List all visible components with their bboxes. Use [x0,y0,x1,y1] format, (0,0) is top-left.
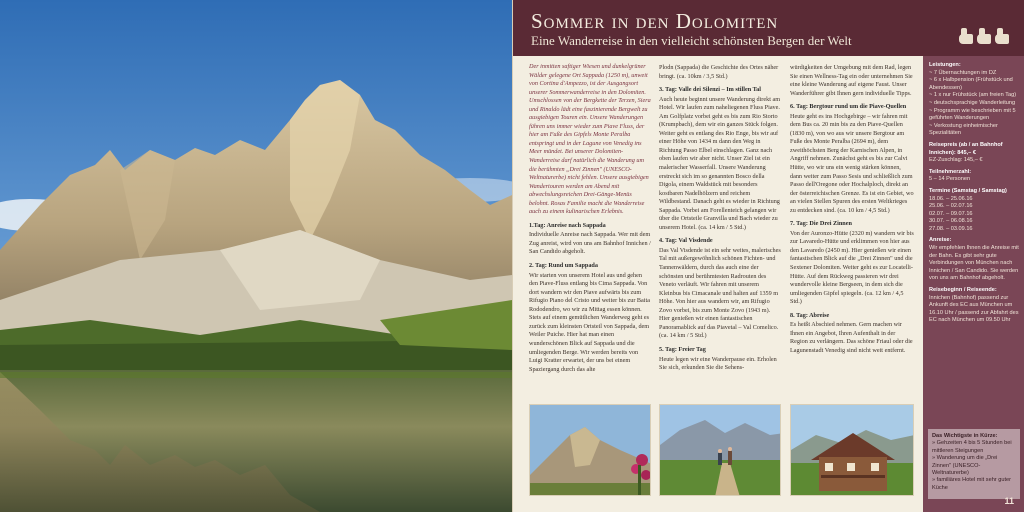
day-6-title: 6. Tag: Bergtour rund um die Piave-Quellen [790,103,907,111]
summary-item: » Gehzeiten 4 bis 5 Stunden bei mittleren Steigungen [932,440,1012,454]
travel-start-title: Reisebeginn / Reiseende: [929,287,997,294]
date-item: 27.08. – 03.09.16 [929,225,973,232]
travel-start-text: Innichen (Bahnhof) passend zur Ankunft des EC aus München um 16.10 Uhr / passend zur Abfahrt des EC nach München um 09.50 Uhr [929,294,1019,324]
summary-item: » familiäres Hotel mit sehr guter Küche [932,477,1011,491]
text-column-1 [529,63,651,374]
day-8-title: 8. Tag: Abreise [790,311,830,319]
day-3-text: Auch heute beginnt unsere Wanderung direkt am Hotel. Wir laufen zum naheliegenen Fluss Piave. Am Golfplatz vorbei geht es bis zum Rio Storto (Krumpbach), dem wir ein ganzes Stück folgen. Weiter geht es entlang des Rio Enge, bis wir auf einer Höhe von 1434 m dann den Weg in Richtung Passo Elbel einschlagen. Ganz nach oben laufen wir aber nicht. Unser Ziel ist ein malerischer Wasserfall. Unsere Wanderung erstreckt sich im so genannten Bosco della Digola, einem Waldstück mit besonders kostbaren Nadelhölzern und reichem Wildbestand. Danach geht es wieder in Richtung Sappada. Vorbei am Forellenteich gelangen wir über die Ortsteile Granvilla und Bach wieder zu unserem Hotel. (ca. 14 km / 5 Std.) [659,95,781,231]
day-6-text: Heute geht es ins Hochgebirge – wir fahren mit dem Bus ca. 20 min bis zu den Piave-Quellen (1830 m), von wo aus wir unsere Bergtour am Fuße des Monte Peralba (2694 m), dem zweithöchsten Berg der Karnischen Alpen, in Angriff nehmen. Zunächst geht es bis zur Calvi Hütte, wo wir uns ein wenig stärken können, dann weiter zum Passo Sesis und schließlich zum Passo dell'Oregone oder Hochalploch, direkt an der österreichischen Grenze. Es ist ein Gebiet, wo an vielen Stellen Spuren des ersten Weltkrieges zu entdecken sind. (ca. 10 km / 4,5 Std.) [790,112,914,214]
day-2-text: Wir starten von unserem Hotel aus und gehen den Piave-Fluss entlang bis Cima Sappada. Von dort wandern wir den Piave aufwärts bis zum Rifugio Piano del Cristo und weiter bis zur Baita Rododendro, wo wir zu Mittag essen können. Stets auf einem gemütlichen Wanderweg geht es zurück zum kleinsten Ortsteil von Sappada, dem Weiler Puiche. Hier hat man einen wunderschönen Blick auf Sappada und die umliegenden Berge. Wir werden bereits von Luigi Kratter erwartet, der uns bei einem Spaziergang durch das alte [529,271,650,373]
service-item: ~ deutschsprachige Wanderleitung [929,99,1016,106]
hiking-boot-icon [977,34,991,44]
intro-paragraph: Der inmitten saftiger Wiesen und dunkelgrüner Wälder gelegene Ort Sappada (1250 m), unweit von Cortina d'Ampezzo, ist der Ausgangsort unserer Sommerwanderreise in den Dolomiten. Umschlossen von der Bergkette der Terzen, Siera und Rinaldo lädt eine faszinierende Bergwelt zu ausgiebigen Touren ein. Unsere Wanderungen führen uns immer wieder zum Piave Fluss, der hier am Fuße des Gipfels Monte Peralba entspringt und in der Lagune von Venedig ins Meer mündet. Bei unserer Dolomiten-Wanderreise darf natürlich die Wanderung um die berühmten „Drei Zinnen" (UNESCO-Weltnaturerbe) nicht fehlen. Unsere ausgiebigen Wandertouren werden am Abend mit abwechslungsreichen Drei-Gänge-Menüs belohnt. Rosas Familie macht die Wanderreise auch zu einem kulinarischen Erlebnis. [529,63,651,216]
day-7-text: Von der Auronzo-Hütte (2320 m) wandern wir bis zur Lavaredo-Hütte und erklimmen von hier aus den Lavaredo (2450 m). Hier genießen wir einen fantastischen Blick auf die „Drei Zinnen" und die Sextener Dolomiten. Weiter geht es zur Locatelli-Hütte. Auf dem Rückweg passieren wir drei wundervolle kleine Bergseen, in dem sich die umliegenden Gipfel spiegeln. (ca. 12 km / 4,5 Std.) [790,229,914,306]
day-3-title: 3. Tag: Valle dei Silenzi – Im stillen Tal [659,86,761,94]
service-item: ~ Programm wie beschrieben mit 5 geführten Wanderungen [929,107,1016,122]
price-extra: EZ-Zuschlag: 145,– € [929,157,983,164]
day-1-text: Individuelle Anreise nach Sappada. Wer mit dem Zug anreist, wird von uns am Bahnhof Innichen / San Candido abgeholt. [529,231,651,256]
service-item: ~ 6 x Halbpension (Frühstück und Abendessen) [929,77,1013,91]
date-item: 02.07. – 09.07.16 [929,210,973,217]
hiking-boot-icon [995,34,1009,44]
day-4-title: 4. Tag: Val Visdende [659,237,713,245]
text-page [512,0,1024,512]
day-5-text: Heute legen wir eine Wanderpause ein. Erholen Sie sich, erkunden Sie die Sehens- [659,355,777,372]
hiking-boot-icon [959,34,973,44]
participants-title: Teilnehmerzahl: [929,168,972,175]
day-4-text: Das Val Visdende ist ein sehr weites, malerisches Tal mit außergewöhnlich schönen Fichten- und Tannenwäldern, durch das auch eine der schönsten und berühmtesten Radrouten des Veneto verläuft. Wir fahren mit unserem Kleinbus bis Cimacanale und halten auf 1359 m Höhe. Von hier aus wandern wir, am Rifugio Zovo vorbei, bis zum Monte Zovo (1943 m). Hier genießen wir einen fantastischen Panoramablick auf das Piavetal – Val Comelico. (ca. 14 km / 5 Std.) [659,246,781,340]
services-title: Leistungen: [929,62,961,68]
date-item: 30.07. – 06.08.16 [929,218,973,225]
arrival-text: Wir empfehlen Ihnen die Anreise mit der Bahn. Es gibt sehr gute Verbindungen von München nach Innichen / San Candido. Sie werden von uns am Bahnhof abgeholt. [929,245,1019,282]
text-column-3 [790,63,914,356]
photo-hikers-trail [659,404,781,496]
summary-item-text: Wanderung um die „Drei Zinnen" (UNESCO-Weltnaturerbe) [932,455,998,476]
day-8-text: Es heißt Abschied nehmen. Gern machen wir Ihnen ein Angebot, Ihren Aufenthalt in der Region zu verlängern. Das schöne Friaul oder die Lagunenstadt Venedig sind nicht weit entfernt. [790,321,913,354]
day-5-title: 5. Tag: Freier Tag [659,345,706,353]
dates-title: Termine (Samstag / Samstag) [929,187,1007,194]
day-2-title: 2. Tag: Rund um Sappada [529,262,598,270]
arrival-title: Anreise: [929,237,952,244]
summary-title: Das Wichtigste in Kürze: [932,433,998,439]
day-5-continued: würdigkeiten der Umgebung mit dem Rad, legen Sie einen Wellness-Tag ein oder unternehmen Sie eine kleine Wanderung auf eigene Faust. Unser Wanderführer gibt Ihnen gern individuelle Tipps. [790,64,913,97]
page-title: Sommer in den Dolomiten [531,9,779,33]
summary-box [928,429,1020,499]
service-item: ~ 7 Übernachtungen im DZ [929,69,997,76]
difficulty-rating [959,34,1009,44]
service-item: ~ 1 x nur Frühstück (am freien Tag) [929,92,1017,99]
participants-value: 5 – 14 Personen [929,176,971,183]
day-1-title: 1.Tag: Anreise nach Sappada [529,221,606,229]
summary-item-text: Gehzeiten 4 bis 5 Stunden bei mittleren Steigungen [932,440,1012,454]
price-title: Reisepreis (ab / an Bahnhof Innichen): 845,– € [929,141,1003,156]
day-7-title: 7. Tag: Die Drei Zinnen [790,220,852,228]
page-number: 11 [1004,496,1014,506]
summary-item: » Wanderung um die „Drei Zinnen" (UNESCO-Weltnaturerbe) [932,455,998,476]
date-item: 25.06. – 02.07.16 [929,203,973,210]
service-item: ~ Verkostung einheimischer Spezialitäten [929,122,998,137]
text-column-2 [659,63,781,373]
day-2-continued: Plodn (Sappada) die Geschichte des Ortes näher bringt. (ca. 10km / 3,5 Std.) [659,64,779,80]
photo-mountain-flowers [529,404,651,496]
date-item: 18.06. – 25.06.16 [929,195,973,202]
title-banner [513,0,1024,56]
summary-item-text: familiäres Hotel mit sehr guter Küche [932,477,1011,491]
photo-alpine-hut [790,404,914,496]
page-subtitle: Eine Wanderreise in den vielleicht schönsten Bergen der Welt [531,33,852,48]
